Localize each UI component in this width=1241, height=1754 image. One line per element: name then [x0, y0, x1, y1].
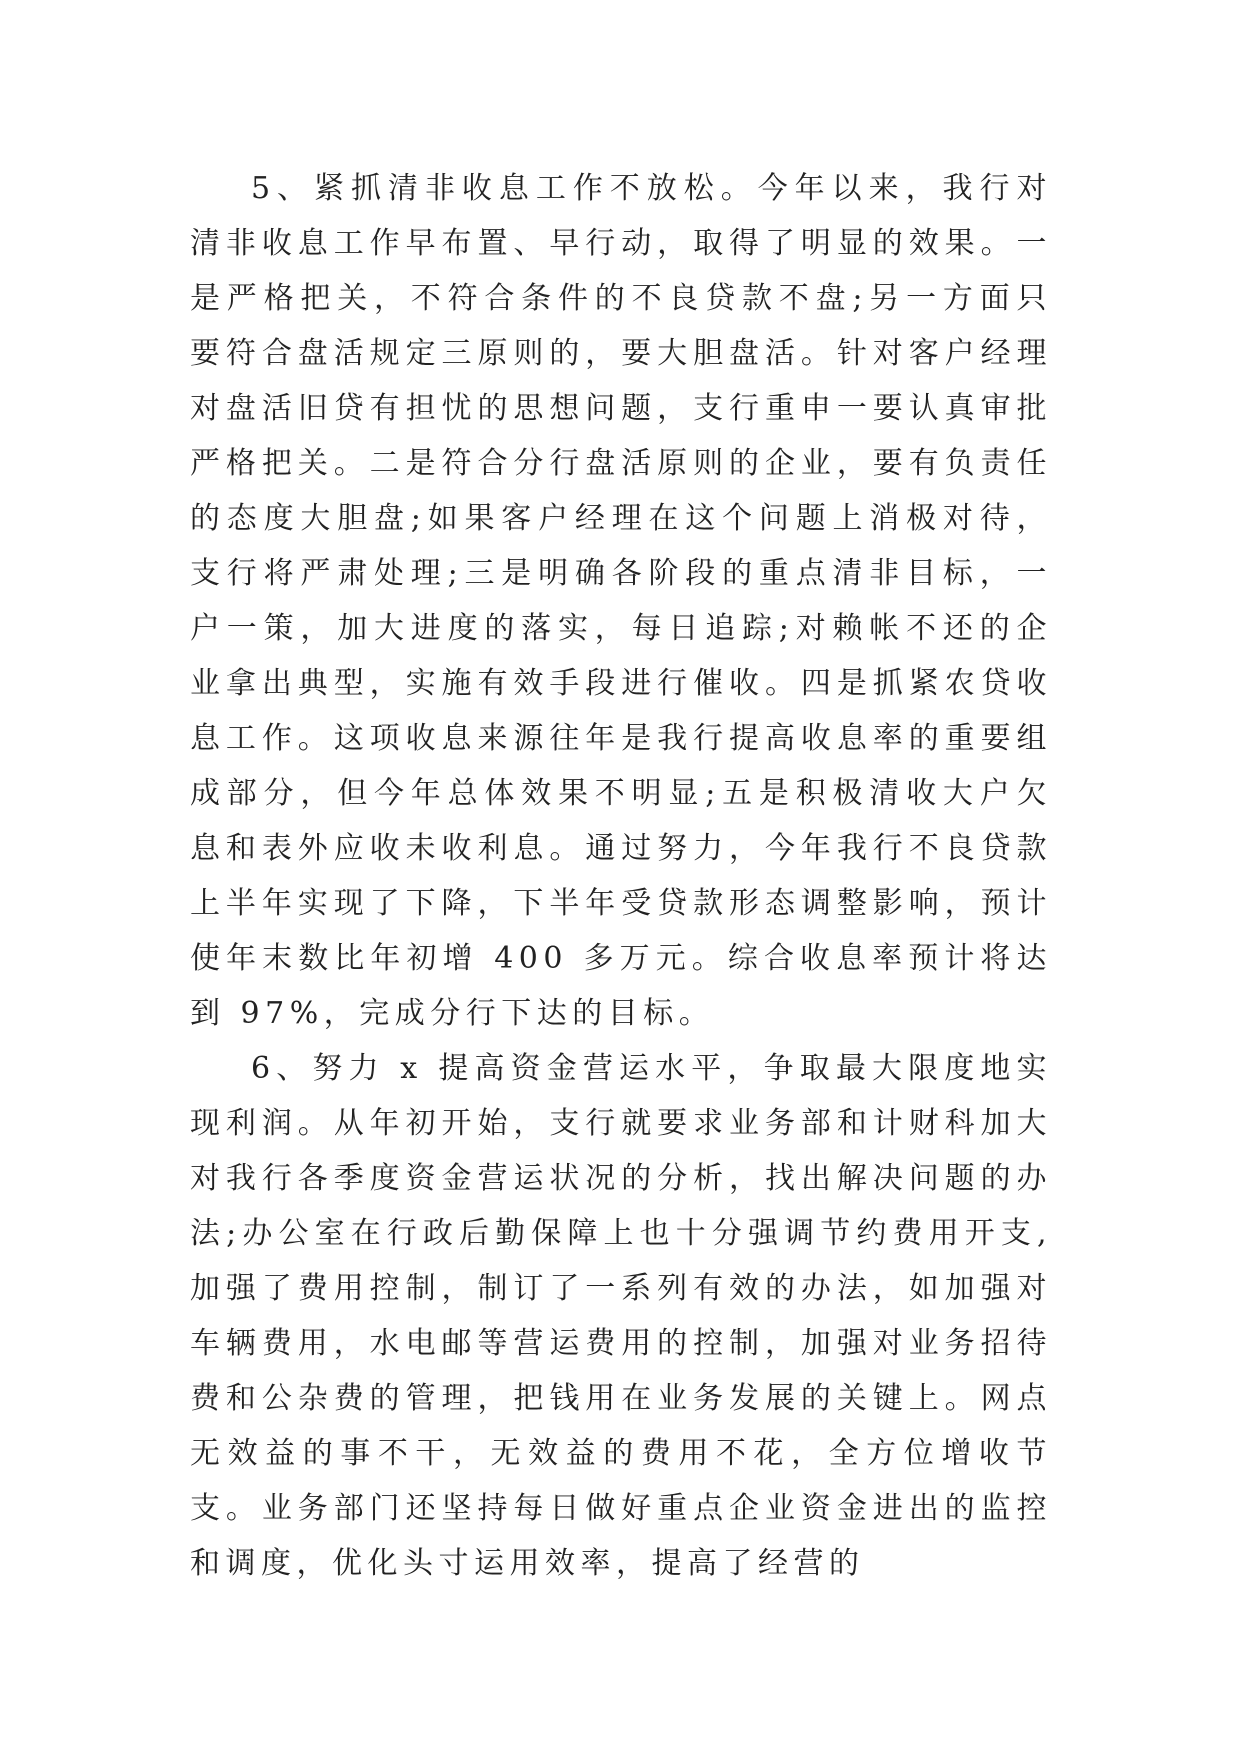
document-body [190, 161, 1052, 1591]
paragraph-5-nonperforming-loan-collection: 5、紧抓清非收息工作不放松。今年以来，我行对清非收息工作早布置、早行动，取得了明显的效果。一是严格把关，不符合条件的不良贷款不盘;另一方面只要符合盘活规定三原则的，要大胆盘活。针对客户经理对盘活旧贷有担忧的思想问题，支行重申一要认真审批严格把关。二是符合分行盘活原则的企业，要有负责任的态度大胆盘;如果客户经理在这个问题上消极对待，支行将严肃处理;三是明确各阶段的重点清非目标，一户一策，加大进度的落实，每日追踪;对赖帐不还的企业拿出典型，实施有效手段进行催收。四是抓紧农贷收息工作。这项收息来源往年是我行提高收息率的重要组成部分，但今年总体效果不明显;五是积极清收大户欠息和表外应收未收利息。通过努力，今年我行不良贷款上半年实现了下降，下半年受贷款形态调整影响，预计使年末数比年初增 400 多万元。综合收息率预计将达到 97%，完成分行下达的目标。 [190, 171, 1052, 1031]
paragraph-6-fund-operation: 6、努力 x 提高资金营运水平，争取最大限度地实现利润。从年初开始，支行就要求业务部和计财科加大对我行各季度资金营运状况的分析，找出解决问题的办法;办公室在行政后勤保障上也十分强调节约费用开支,加强了费用控制，制订了一系列有效的办法，如加强对车辆费用，水电邮等营运费用的控制，加强对业务招待费和公杂费的管理，把钱用在业务发展的关键上。网点无效益的事不干，无效益的费用不花，全方位增收节支。业务部门还坚持每日做好重点企业资金进出的监控和调度，优化头寸运用效率，提高了经营的 [190, 1051, 1052, 1581]
